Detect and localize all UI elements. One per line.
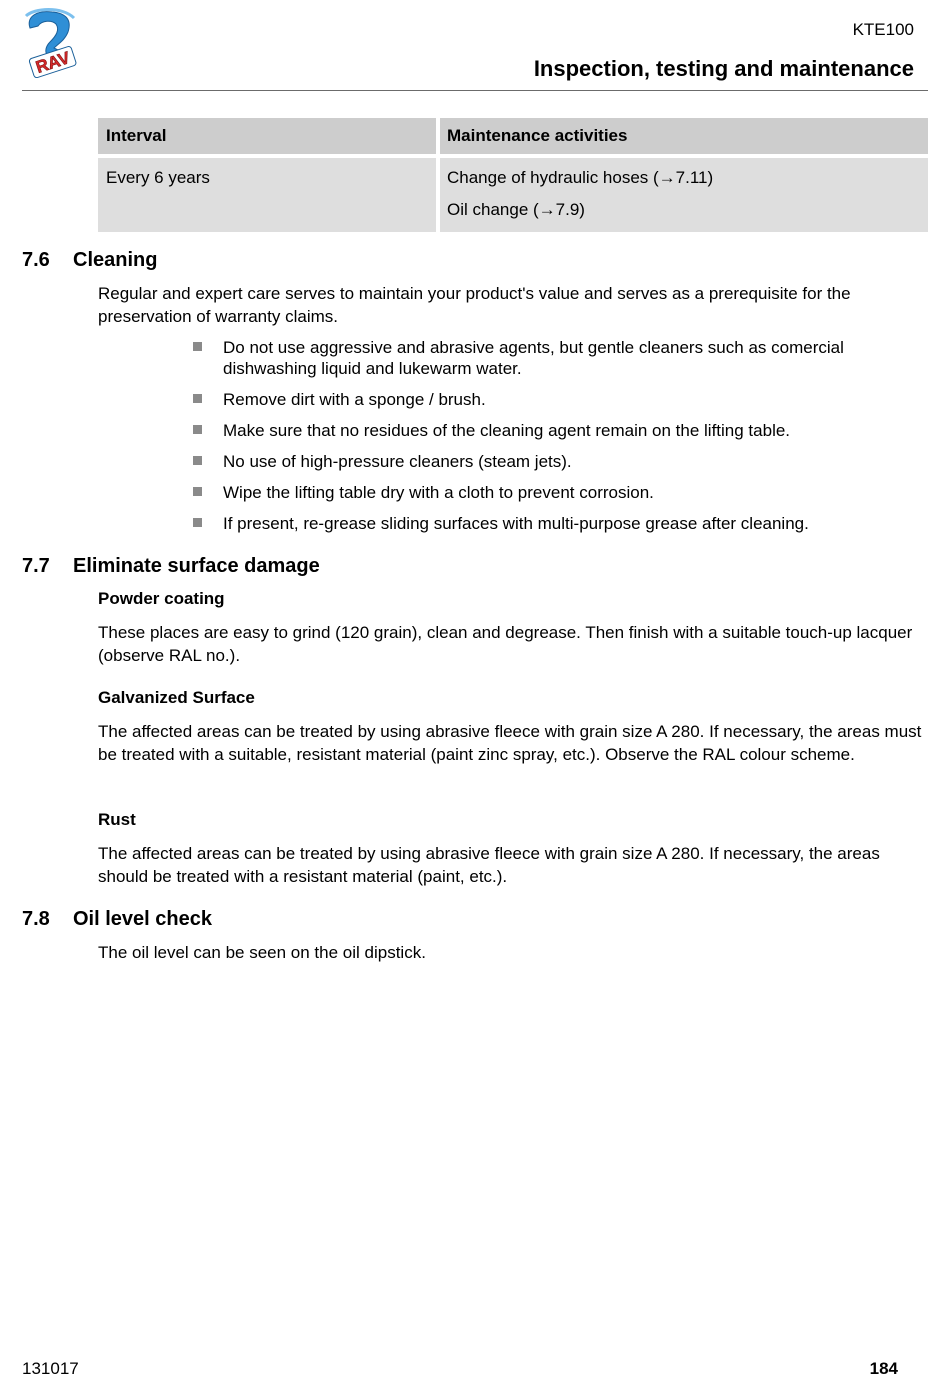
list-item: Make sure that no residues of the cleaning agent remain on the lifting table. [190,420,930,441]
bullet-square-icon [193,487,202,496]
document-number: 131017 [22,1359,79,1378]
list-item: Wipe the lifting table dry with a cloth to prevent corrosion. [190,482,930,503]
section-heading-oil-level [22,908,622,932]
list-item: If present, re-grease sliding surfaces with multi-purpose grease after cleaning. [190,513,930,534]
galvanized-surface-text: The affected areas can be treated by using abrasive fleece with grain size A 280. If necessary, the areas must be treated with a suitable, resistant material (paint zinc spray, etc.). Observe the RAL colour scheme. [98,722,922,764]
logo-text: RAV [33,48,73,77]
table-header-row [98,118,928,154]
list-item: No use of high-pressure cleaners (steam jets). [190,451,930,472]
header-divider [22,90,928,91]
list-item: Do not use aggressive and abrasive agents, but gentle cleaners such as comercial dishwashing liquid and lukewarm water. [190,337,930,379]
page-title: Inspection, testing and maintenance [533,56,914,81]
section-title: Cleaning [73,249,158,271]
subheading-powder-coating: Powder coating [98,589,225,608]
section-heading-surface-damage [22,555,622,579]
section-title: Oil level check [73,908,212,930]
rav-logo [22,8,84,78]
section-number: 7.7 [22,555,50,577]
table-cell-interval: Every 6 years [106,168,210,187]
rust-text: The affected areas can be treated by using abrasive fleece with grain size A 280. If necessary, the areas should be treated with a resistant material (paint, etc.). [98,844,880,886]
section-number: 7.6 [22,249,50,271]
table-header-activities: Maintenance activities [436,118,928,154]
subheading-galvanized-surface: Galvanized Surface [98,688,255,707]
powder-coating-text: These places are easy to grind (120 grain), clean and degrease. Then finish with a suitable touch-up lacquer (observe RAL no.). [98,623,913,665]
oil-level-text: The oil level can be seen on the oil dipstick. [98,943,426,962]
bullet-square-icon [193,394,202,403]
cleaning-intro: Regular and expert care serves to maintain your product's value and serves as a prerequisite for the preservation of warranty claims. [98,284,851,326]
bullet-square-icon [193,456,202,465]
table-header-interval: Interval [98,118,436,154]
section-title: Eliminate surface damage [73,555,320,577]
section-heading-cleaning [22,249,622,273]
bullet-square-icon [193,342,202,351]
cleaning-bullet-list [190,337,930,544]
page-number: 184 [869,1359,898,1378]
section-number: 7.8 [22,908,50,930]
subheading-rust: Rust [98,810,136,829]
maintenance-table [98,118,928,232]
table-row [98,158,928,232]
list-item: Remove dirt with a sponge / brush. [190,389,930,410]
table-cell-activity: Oil change (→7.9) [447,200,585,219]
table-cell-activity: Change of hydraulic hoses (→7.11) [447,168,714,187]
model-name: KTE100 [852,20,914,39]
bullet-square-icon [193,518,202,527]
rav-logo-graphic [22,8,84,78]
bullet-square-icon [193,425,202,434]
